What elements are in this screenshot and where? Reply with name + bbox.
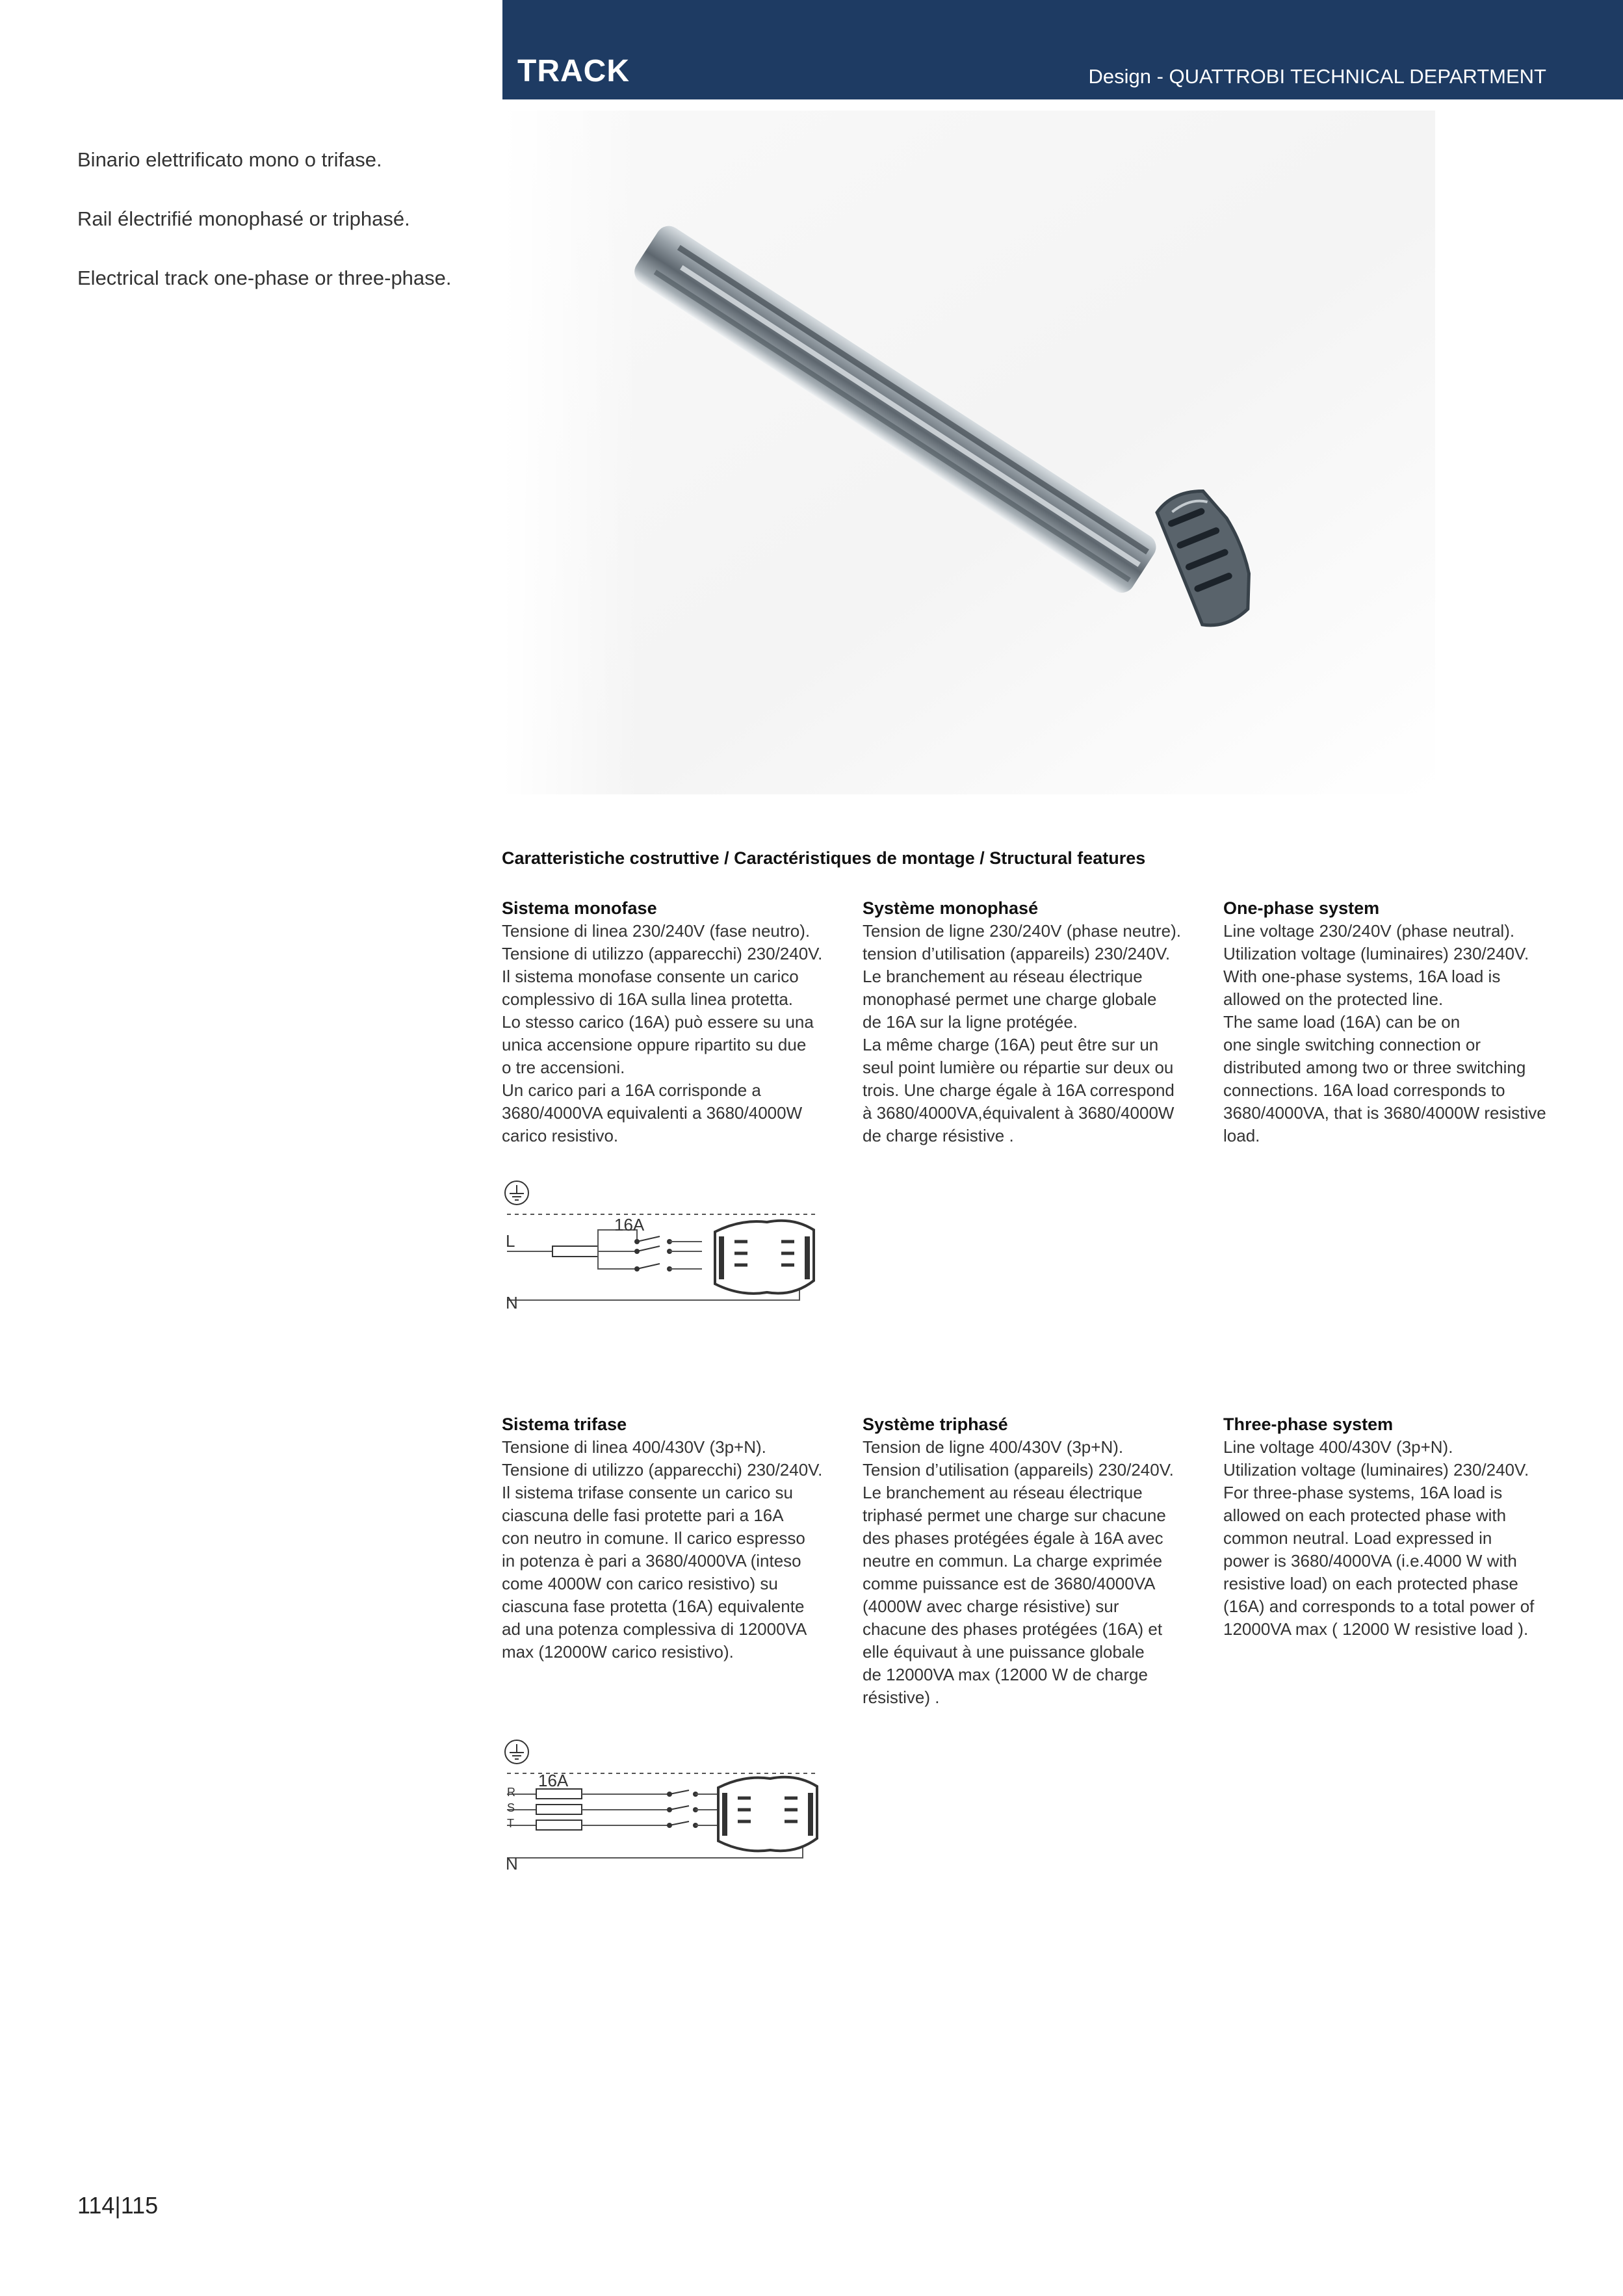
phase-t-label: T — [507, 1817, 514, 1830]
one-phase-en-heading: One-phase system — [1223, 898, 1380, 918]
ground-icon — [505, 1181, 528, 1205]
one-phase-line-label: L — [506, 1231, 515, 1251]
three-phase-fr — [863, 1413, 1201, 1709]
page-number: 114|115 — [77, 2192, 159, 2219]
three-phase-it — [502, 1413, 840, 1663]
ground-icon — [505, 1740, 528, 1764]
one-phase-it-heading: Sistema monofase — [502, 898, 657, 918]
page-title: TRACK — [517, 54, 630, 88]
one-phase-current-label: 16A — [614, 1215, 645, 1234]
one-phase-wiring-diagram — [494, 1170, 832, 1320]
three-phase-fr-text: Tension de ligne 400/430V (3p+N). Tension d’utilisation (appareils) 230/240V. Le branchement au réseau électrique triphasé permet une charge sur chacune des phases protégées égale à 16A avec neutre en commun. La charge exprimée comme puissance est de 3680/4000VA (4000W avec charge résistive) sur chacune des phases protégées (16A) et elle équivaut à une puissance globale de 12000VA max (12000 W de charge résistive) . — [863, 1437, 1174, 1707]
three-phase-en — [1223, 1413, 1561, 1641]
header-bar — [502, 0, 1623, 99]
design-credit: Design - QUATTROBI TECHNICAL DEPARTMENT — [1088, 65, 1546, 88]
intro-en: Electrical track one-phase or three-phase. — [77, 267, 452, 290]
one-phase-en-text: Line voltage 230/240V (phase neutral). Utilization voltage (luminaires) 230/240V. With one-phase systems, 16A load is allowed on the protected line. The same load (16A) can be on one single switching connection or distributed among two or three switching connections. 16A load corresponds to 3680/4000VA, that is 3680/4000W resistive load. — [1223, 921, 1546, 1145]
one-phase-fr-text: Tension de ligne 230/240V (phase neutre). tension d’utilisation (appareils) 230/240V. Le branchement au réseau électrique monophasé permet une charge globale de 16A sur la ligne protégée. La même charge (16A) peut être sur un seul point lumière ou répartie sur deux ou trois. Une charge égale à 16A correspond à 3680/4000VA,équivalent à 3680/4000W de charge résistive . — [863, 921, 1182, 1145]
intro-fr: Rail électrifié monophasé or triphasé. — [77, 207, 410, 231]
three-phase-wiring-diagram — [494, 1729, 832, 1879]
three-phase-neutral-label: N — [506, 1854, 518, 1873]
intro-it: Binario elettrificato mono o trifase. — [77, 148, 382, 171]
one-phase-en — [1223, 897, 1561, 1147]
one-phase-fr — [863, 897, 1201, 1147]
one-phase-neutral-label: N — [506, 1293, 518, 1312]
three-phase-en-text: Line voltage 400/430V (3p+N). Utilization voltage (luminaires) 230/240V. For three-phase systems, 16A load is allowed on each protected phase with common neutral. Load expressed in power is 3680/4000VA (i.e.4000 W with resistive load) on each protected phase (16A) and corresponds to a total power of 12000VA max ( 12000 W resistive load ). — [1223, 1437, 1535, 1639]
one-phase-it — [502, 897, 840, 1147]
three-phase-current-label: 16A — [538, 1771, 569, 1790]
intro-text — [77, 148, 493, 326]
track-product-image — [502, 111, 1435, 794]
track-section-icon — [718, 1777, 817, 1851]
phase-r-label: R — [507, 1786, 515, 1799]
one-phase-it-text: Tensione di linea 230/240V (fase neutro). Tensione di utilizzo (apparecchi) 230/240V. Il sistema monofase consente un carico complessivo di 16A sulla linea protetta. Lo stesso carico (16A) può essere su una unica accensione oppure ripartito su due o tre accensioni. Un carico pari a 16A corrisponde a 3680/4000VA equivalenti a 3680/4000W carico resistivo. — [502, 921, 823, 1145]
three-phase-en-heading: Three-phase system — [1223, 1415, 1394, 1434]
one-phase-fr-heading: Système monophasé — [863, 898, 1039, 918]
phase-s-label: S — [507, 1801, 515, 1814]
features-title: Caratteristiche costruttive / Caractéristiques de montage / Structural features — [502, 848, 1146, 868]
track-section-icon — [715, 1221, 814, 1294]
three-phase-fr-heading: Système triphasé — [863, 1415, 1008, 1434]
three-phase-it-text: Tensione di linea 400/430V (3p+N). Tensione di utilizzo (apparecchi) 230/240V. Il sistema trifase consente un carico su ciascuna delle fasi protette pari a 16A con neutro in comune. Il carico espresso in potenza è pari a 3680/4000VA (inteso come 4000W con carico resistivo) su ciascuna fase protetta (16A) equivalente ad una potenza complessiva di 12000VA max (12000W carico resistivo). — [502, 1437, 823, 1662]
three-phase-it-heading: Sistema trifase — [502, 1415, 627, 1434]
